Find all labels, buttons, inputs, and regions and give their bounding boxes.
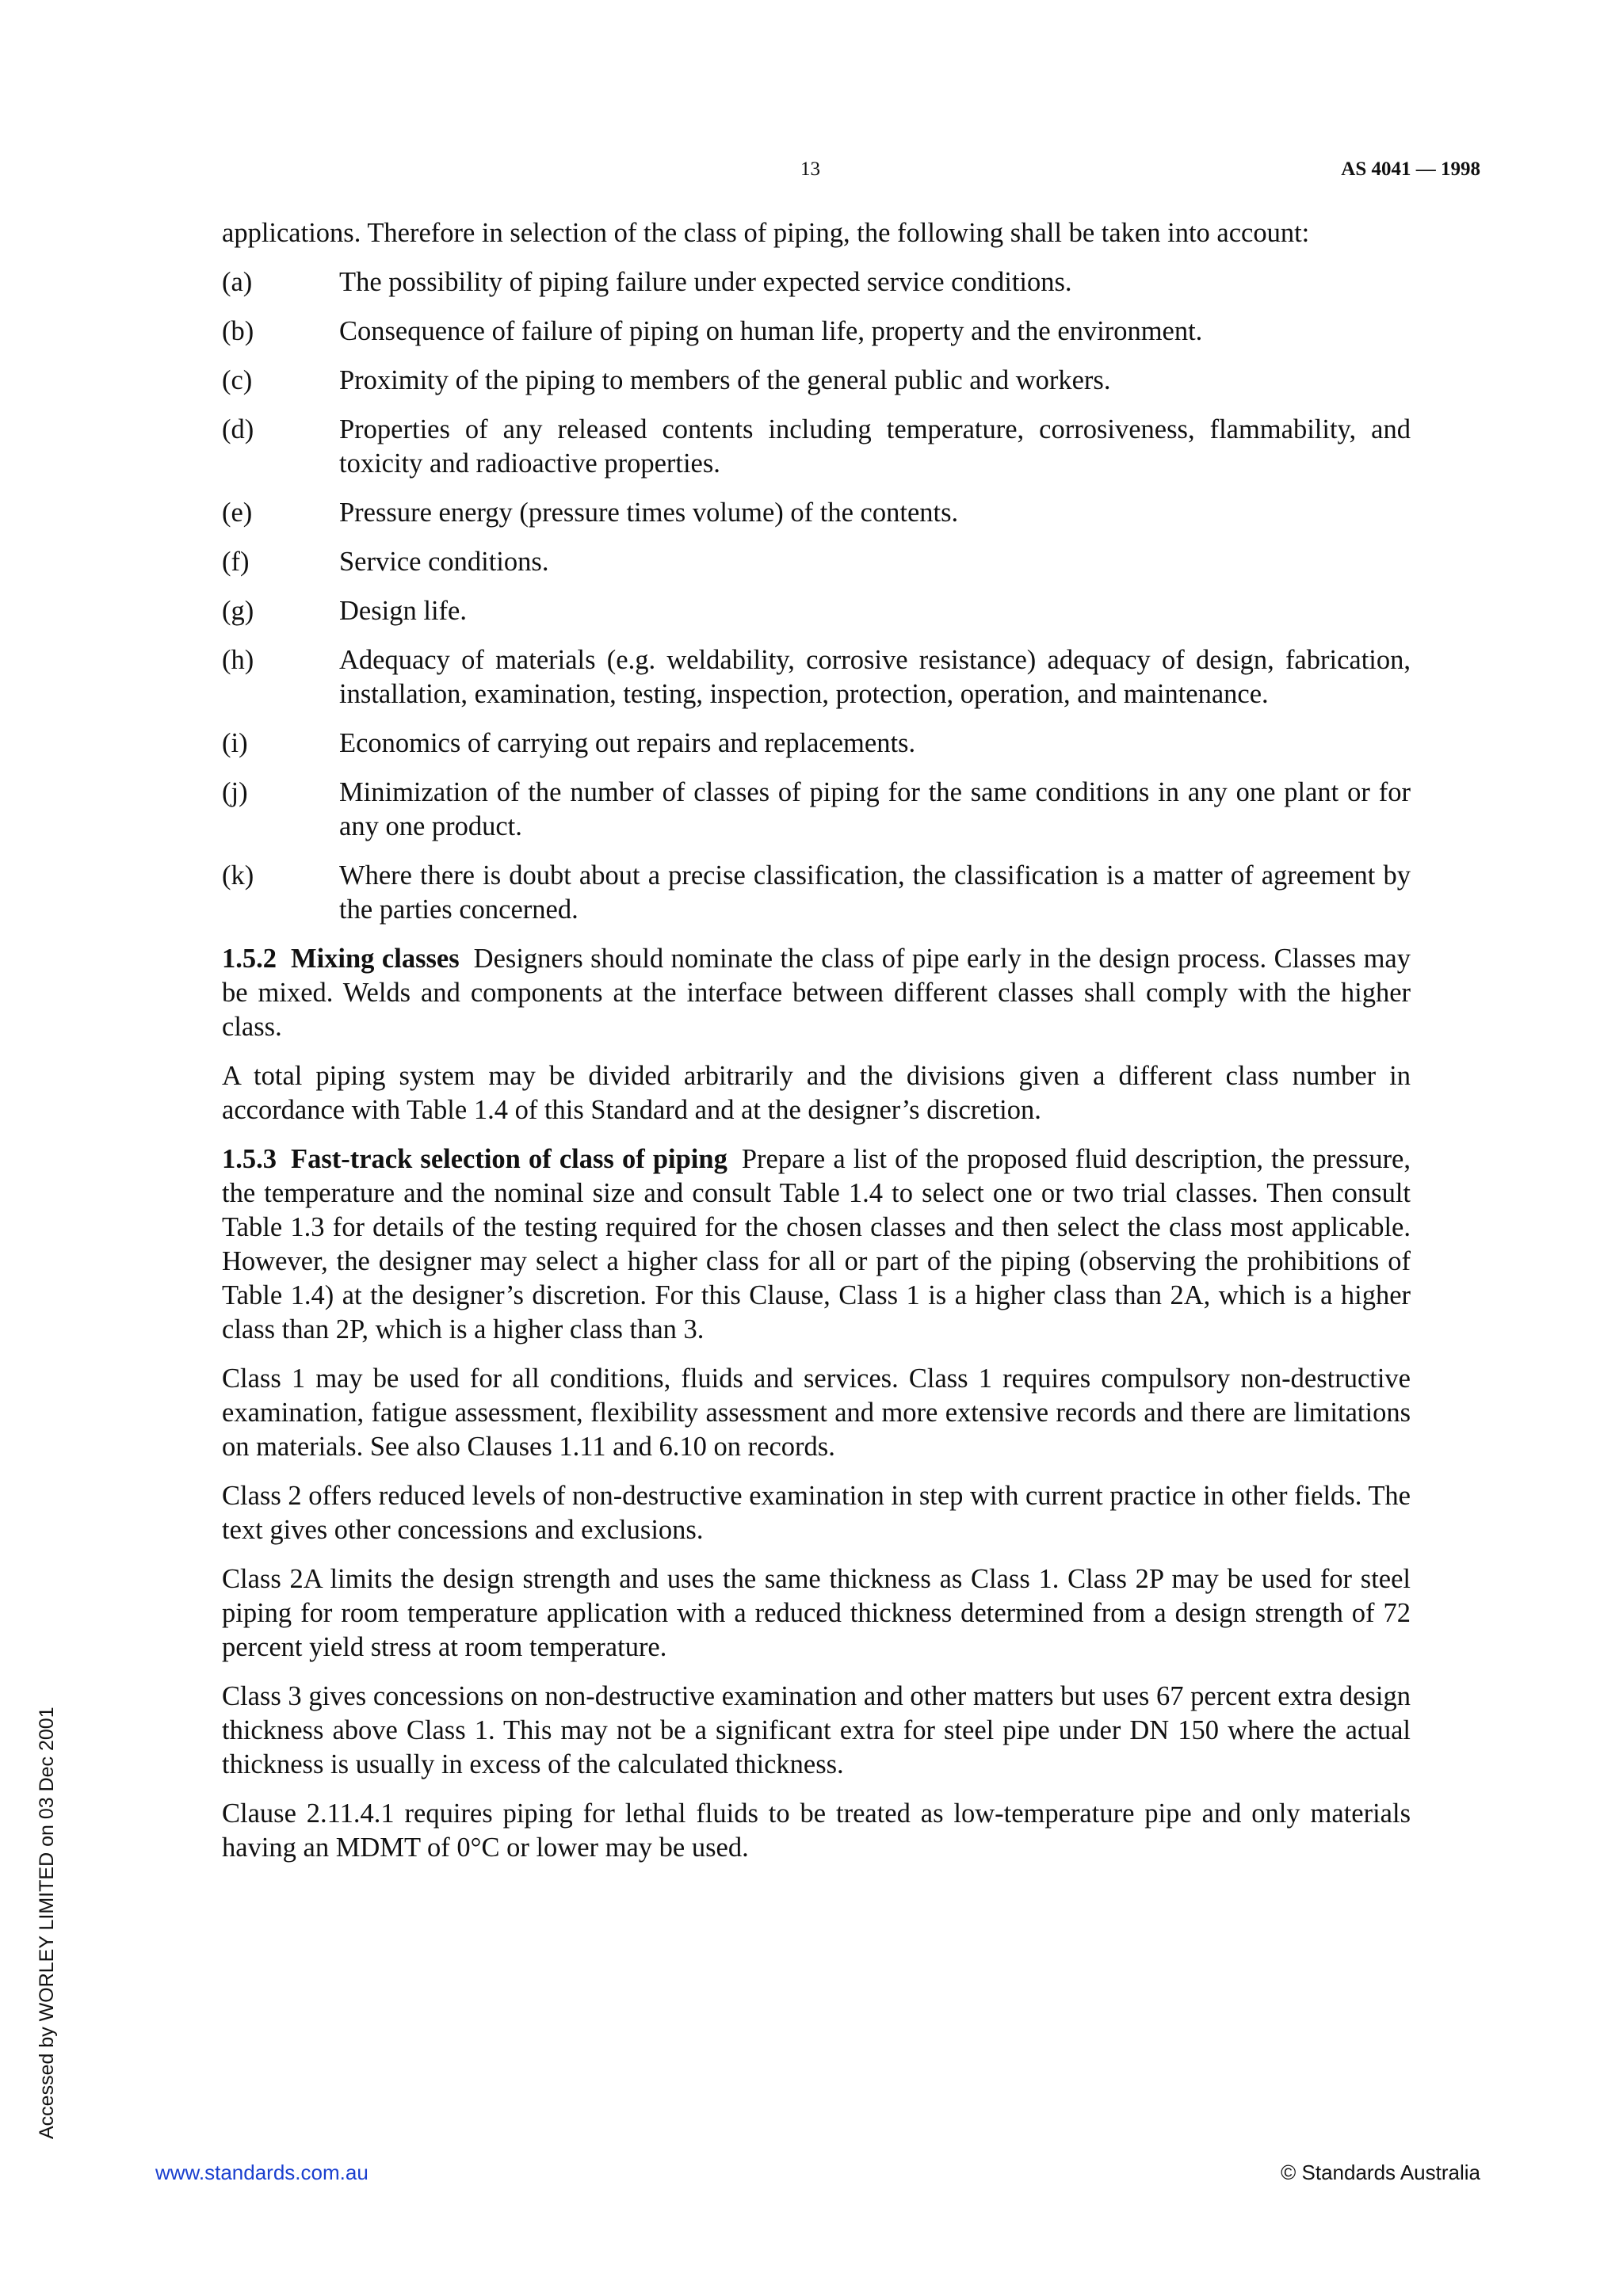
list-text: Economics of carrying out repairs and replacements. — [339, 728, 916, 758]
list-text: Pressure energy (pressure times volume) of the contents. — [339, 498, 959, 528]
clause-1-5-2 — [222, 942, 1411, 1044]
intro-paragraph: applications. Therefore in selection of the class of piping, the following shall be taken into account: — [222, 218, 1310, 248]
list-marker: (a) — [222, 267, 253, 297]
list-text: Design life. — [339, 596, 467, 626]
list-item — [222, 315, 1411, 349]
list-marker: (j) — [222, 777, 248, 807]
list-text: Adequacy of materials (e.g. weldability, corrosive resistance) adequacy of design, fabrication, installation, examination, testing, inspection, protection, operation, and maintenance. — [339, 645, 1411, 709]
page-header — [0, 158, 1623, 190]
list-marker: (d) — [222, 414, 254, 444]
clause-text: Prepare a list of the proposed fluid description, the pressure, the temperature and the nominal size and consult Table 1.4 to select one or two trial classes. Then consult Table 1.3 for details of the testing required for the chosen classes and then select the class most applicable. However, the designer may select a higher class for all or part of the piping (observing the prohibitions of Table 1.4) at the designer’s discretion. For this Clause, Class 1 is a higher class than 2A, which is a higher class than 2P, which is a higher class than 3. — [222, 1144, 1411, 1344]
access-watermark: Accessed by WORLEY LIMITED on 03 Dec 2001 — [36, 1707, 58, 2139]
list-item — [222, 545, 1411, 579]
document-body — [222, 216, 1411, 1880]
total-system-paragraph: A total piping system may be divided arbitrarily and the divisions given a different class number in accordance with Table 1.4 of this Standard and at the designer’s discretion. — [222, 1061, 1411, 1125]
standard-id: AS 4041 — 1998 — [1341, 158, 1480, 180]
class-2-paragraph: Class 2 offers reduced levels of non-destructive examination in step with current practice in other fields. The text gives other concessions and exclusions. — [222, 1481, 1411, 1545]
list-marker: (g) — [222, 596, 254, 626]
list-text: The possibility of piping failure under expected service conditions. — [339, 267, 1072, 297]
clause-2-11-4-1-paragraph: Clause 2.11.4.1 requires piping for lethal fluids to be treated as low-temperature pipe and only materials having an MDMT of 0°C or lower may be used. — [222, 1798, 1411, 1863]
class-2a-paragraph: Class 2A limits the design strength and uses the same thickness as Class 1. Class 2P may be used for steel piping for room temperature application with a reduced thickness determined from a design strength of 72 percent yield stress at room temperature. — [222, 1564, 1411, 1662]
list-item — [222, 364, 1411, 398]
list-item — [222, 859, 1411, 927]
clause-number: 1.5.3 — [222, 1144, 277, 1174]
list-item — [222, 776, 1411, 844]
list-marker: (b) — [222, 316, 254, 346]
clause-title: Mixing classes — [291, 944, 460, 974]
list-marker: (f) — [222, 547, 250, 577]
list-item — [222, 727, 1411, 761]
list-item — [222, 413, 1411, 481]
clause-number: 1.5.2 — [222, 944, 277, 974]
class-1-paragraph: Class 1 may be used for all conditions, fluids and services. Class 1 requires compulsory non-destructive examination, fatigue assessment, flexibility assessment and more extensive records and there are limitations on materials. See also Clauses 1.11 and 6.10 on records. — [222, 1363, 1411, 1462]
clause-text: Designers should nominate the class of pipe early in the design process. Classes may be mixed. Welds and components at the interface between different classes shall comply with the higher class. — [222, 944, 1411, 1042]
list-marker: (k) — [222, 860, 254, 891]
list-item — [222, 594, 1411, 628]
clause-title: Fast-track selection of class of piping — [291, 1144, 727, 1174]
list-text: Minimization of the number of classes of piping for the same conditions in any one plant or for any one product. — [339, 777, 1411, 841]
website-link[interactable]: www.standards.com.au — [155, 2161, 369, 2184]
considerations-list — [222, 265, 1411, 927]
list-text: Consequence of failure of piping on human life, property and the environment. — [339, 316, 1203, 346]
list-text: Properties of any released contents including temperature, corrosiveness, flammability, and toxicity and radioactive properties. — [339, 414, 1411, 479]
list-item — [222, 496, 1411, 530]
list-text: Where there is doubt about a precise classification, the classification is a matter of agreement by the parties concerned. — [339, 860, 1411, 925]
copyright-notice: © Standards Australia — [1281, 2161, 1480, 2184]
page-footer — [0, 2161, 1623, 2192]
page-number: 13 — [800, 158, 820, 180]
list-marker: (e) — [222, 498, 253, 528]
clause-1-5-3 — [222, 1142, 1411, 1347]
list-item — [222, 643, 1411, 711]
list-text: Service conditions. — [339, 547, 549, 577]
class-3-paragraph: Class 3 gives concessions on non-destructive examination and other matters but uses 67 percent extra design thickness above Class 1. This may not be a significant extra for steel pipe under DN 150 where the actual thickness is usually in excess of the calculated thickness. — [222, 1681, 1411, 1779]
list-marker: (c) — [222, 365, 253, 395]
list-marker: (h) — [222, 645, 254, 675]
list-marker: (i) — [222, 728, 248, 758]
list-text: Proximity of the piping to members of the general public and workers. — [339, 365, 1111, 395]
list-item — [222, 265, 1411, 299]
